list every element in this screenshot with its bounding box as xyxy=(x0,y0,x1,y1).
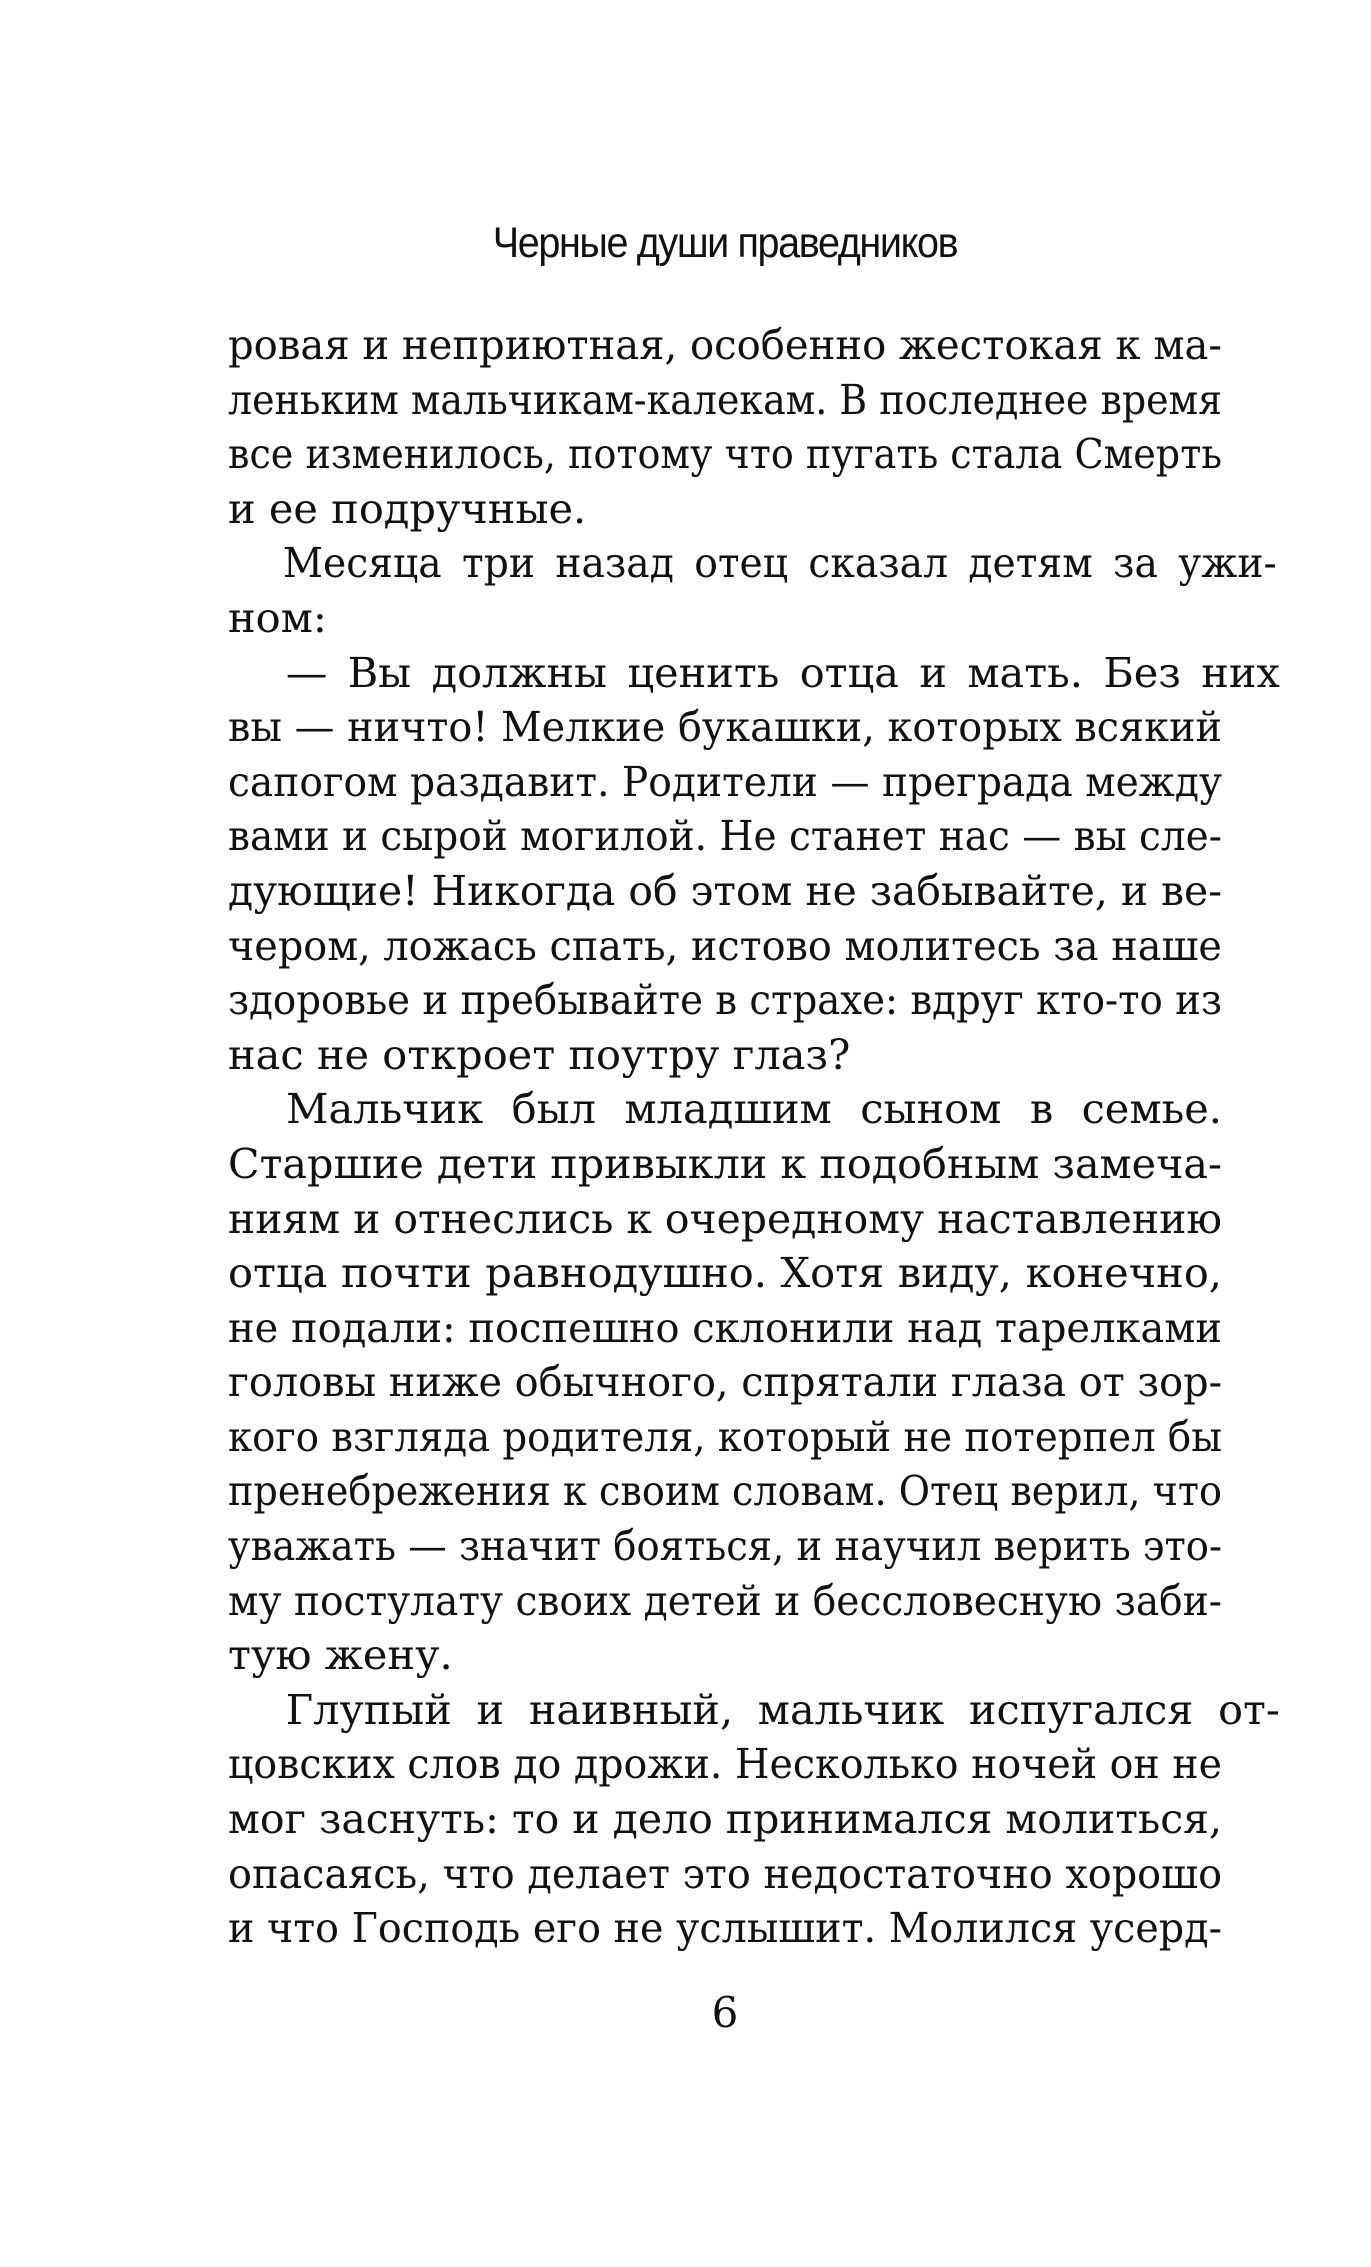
text-line: Мальчик был младшим сыном в семье. xyxy=(286,1084,1222,1134)
page-number: 6 xyxy=(711,1988,739,2037)
paragraph xyxy=(228,1082,1222,1683)
text-line: здоровье и пребывайте в страхе: вдруг кто-то из xyxy=(228,975,1222,1025)
text-line: Глупый и наивный, мальчик испугался от- xyxy=(285,1684,1280,1734)
text-line: мог заснуть: то и дело принимался молиться, xyxy=(228,1794,1223,1844)
text-line: уважать — значит бояться, и научил верить это- xyxy=(228,1521,1222,1571)
text-line: вами и сырой могилой. Не станет нас — вы сле- xyxy=(228,811,1222,861)
text-line: отца почти равнодушно. Хотя виду, конечно, xyxy=(228,1248,1222,1298)
text-line: Старшие дети привыкли к подобным замеча- xyxy=(228,1138,1222,1188)
text-line: вы — ничто! Мелкие букашки, которых всякий xyxy=(228,702,1222,752)
text-line: му постулату своих детей и бессловесную заби- xyxy=(228,1575,1223,1625)
text-line: дующие! Никогда об этом не забывайте, и ве- xyxy=(228,865,1223,915)
text-line: нас не откроет поутру глаз? xyxy=(228,1029,851,1079)
body-text xyxy=(228,318,1280,1956)
text-line: не подали: поспешно склонили над тарелками xyxy=(228,1302,1223,1352)
text-line: чером, ложась спать, истово молитесь за наше xyxy=(228,920,1222,970)
text-line: опасаясь, что делает это недостаточно хорошо xyxy=(228,1848,1223,1898)
paragraph xyxy=(228,1683,1280,1956)
text-line: Месяца три назад отец сказал детям за ужи- xyxy=(282,538,1277,588)
text-line: ниям и отнеслись к очередному наставлению xyxy=(228,1193,1222,1243)
text-line: цовских слов до дрожи. Несколько ночей он не xyxy=(228,1739,1222,1789)
running-head: Черные души праведников xyxy=(492,219,958,267)
text-line: тую жену. xyxy=(228,1630,453,1680)
paragraph xyxy=(228,646,1280,1083)
text-line: и что Господь его не услышит. Молился усерд- xyxy=(228,1903,1222,1953)
text-line: кого взгляда родителя, который не потерпел бы xyxy=(228,1411,1222,1461)
text-line: — Вы должны ценить отца и мать. Без них xyxy=(285,647,1280,697)
text-line: головы ниже обычного, спрятали глаза от зор- xyxy=(228,1357,1223,1407)
paragraph xyxy=(228,536,1277,645)
text-line: ровая и неприютная, особенно жестокая к ма- xyxy=(228,320,1222,369)
text-line: пренебрежения к своим словам. Отец верил, что xyxy=(228,1466,1222,1516)
text-line: ном: xyxy=(228,592,327,642)
text-line: и ее подручные. xyxy=(228,483,587,533)
text-line: сапогом раздавит. Родители — преграда между xyxy=(228,756,1222,806)
paragraph xyxy=(228,318,1222,536)
text-line: все изменилось, потому что пугать стала Смерть xyxy=(228,429,1223,479)
text-line: леньким мальчикам-калекам. В последнее время xyxy=(228,374,1222,424)
